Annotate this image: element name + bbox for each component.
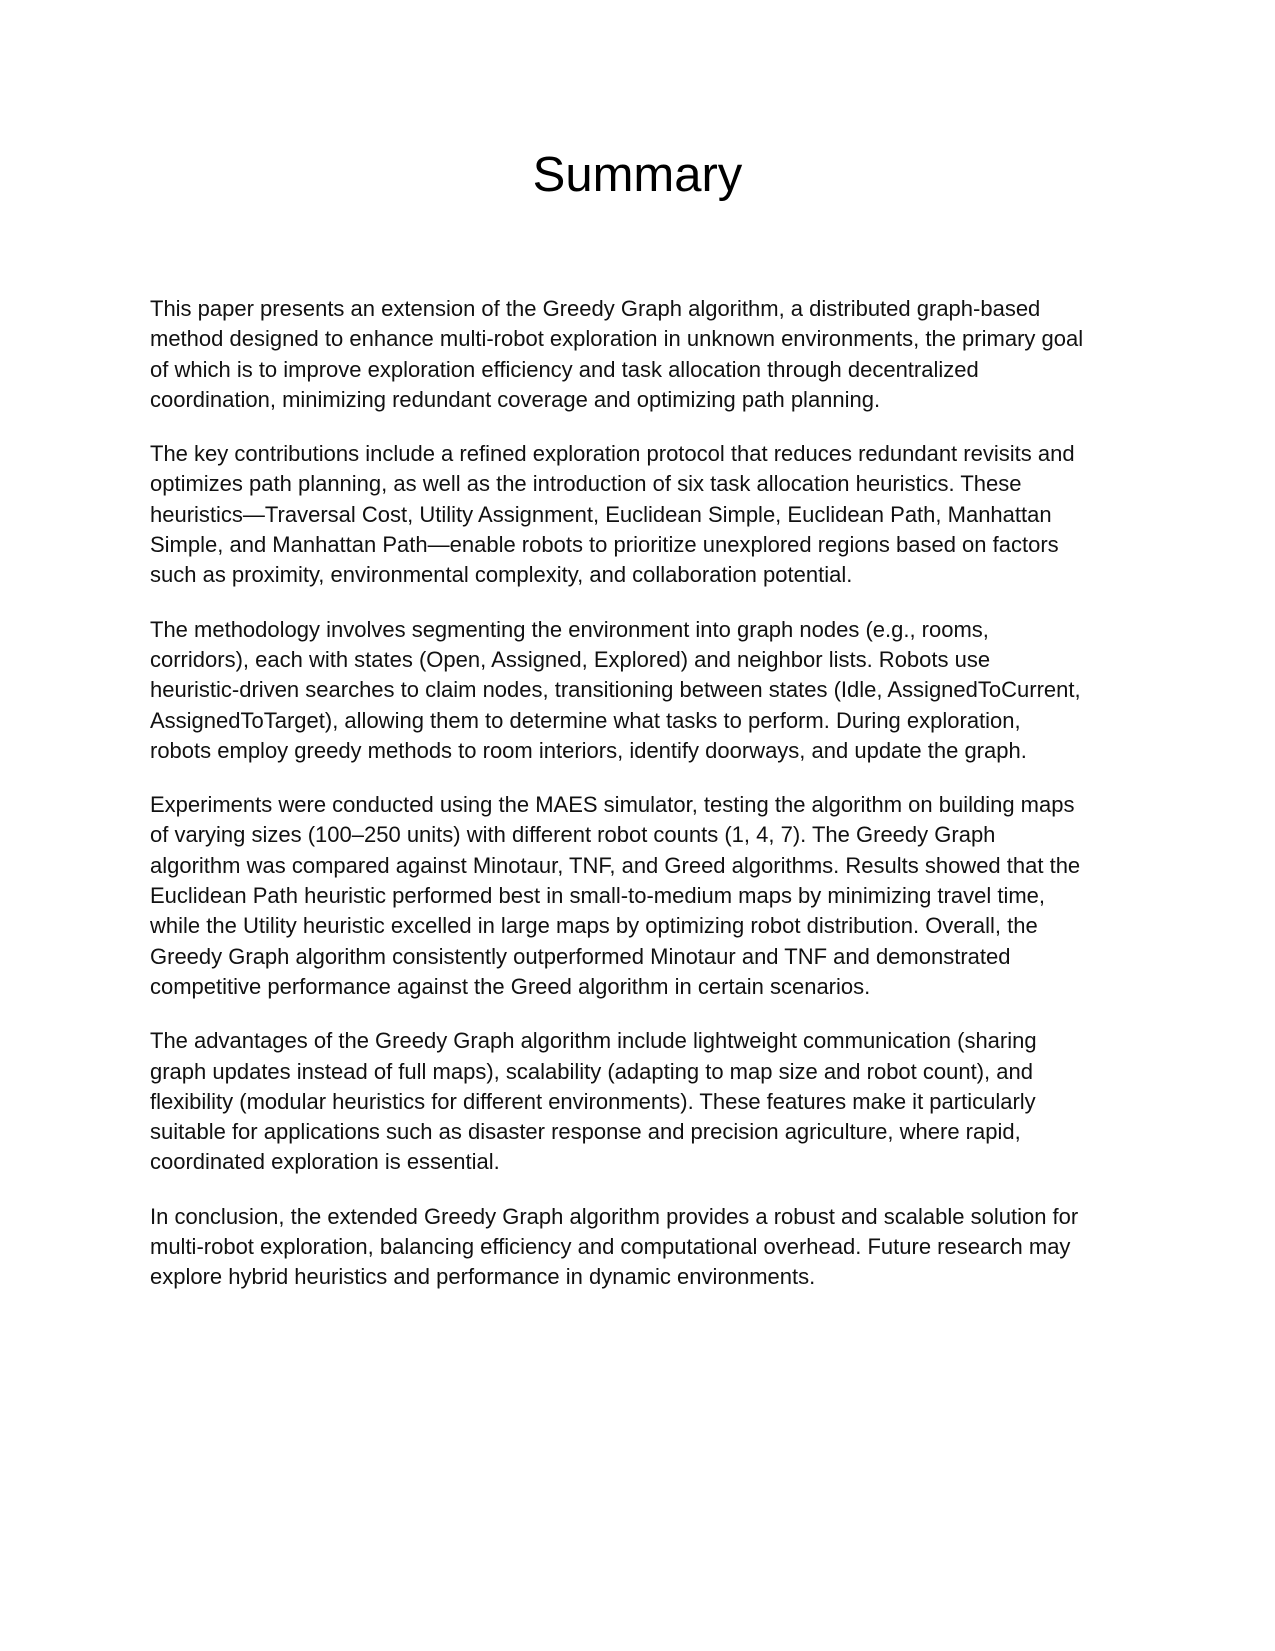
paragraph-contributions <box>150 439 1130 590</box>
text-line: The advantages of the Greedy Graph algorithm include lightweight communication (sharing <box>150 1028 1037 1054</box>
text-line: explore hybrid heuristics and performance in dynamic environments. <box>150 1264 816 1290</box>
text-line: heuristics—Traversal Cost, Utility Assignment, Euclidean Simple, Euclidean Path, Manhattan <box>150 501 1052 527</box>
summary-body <box>150 294 1130 1317</box>
text-line: This paper presents an extension of the Greedy Graph algorithm, a distributed graph-based <box>150 296 1041 321</box>
text-line: such as proximity, environmental complexity, and collaboration potential. <box>150 562 853 588</box>
text-line: suitable for applications such as disaster response and precision agriculture, where rapid, <box>150 1119 1021 1145</box>
text-line: multi-robot exploration, balancing efficiency and computational overhead. Future research may <box>150 1234 1071 1260</box>
text-line: Simple, and Manhattan Path—enable robots to prioritize unexplored regions based on factors <box>150 532 1059 558</box>
paragraph-experiments <box>150 790 1130 1002</box>
paragraph-intro <box>150 294 1130 415</box>
paragraph-methodology <box>150 615 1130 766</box>
text-line: In conclusion, the extended Greedy Graph algorithm provides a robust and scalable solution for <box>150 1203 1079 1229</box>
text-line: of which is to improve exploration efficiency and task allocation through decentralized <box>150 356 979 382</box>
text-line: flexibility (modular heuristics for different environments). These features make it particularly <box>150 1088 1036 1114</box>
text-line: competitive performance against the Greed algorithm in certain scenarios. <box>150 973 871 999</box>
text-line: of varying sizes (100–250 units) with different robot counts (1, 4, 7). The Greedy Graph <box>150 822 996 848</box>
page-title: Summary <box>532 148 743 202</box>
text-line: Euclidean Path heuristic performed best in small-to-medium maps by minimizing travel time, <box>150 883 1046 909</box>
text-line: coordinated exploration is essential. <box>150 1149 500 1175</box>
text-line: Experiments were conducted using the MAES simulator, testing the algorithm on building maps <box>150 792 1075 818</box>
text-line: corridors), each with states (Open, Assigned, Explored) and neighbor lists. Robots use <box>150 646 991 672</box>
text-line: AssignedToTarget), allowing them to determine what tasks to perform. During exploration, <box>150 707 1021 733</box>
text-line: heuristic-driven searches to claim nodes, transitioning between states (Idle, AssignedToCurrent, <box>150 677 1081 703</box>
text-line: algorithm was compared against Minotaur, TNF, and Greed algorithms. Results showed that the <box>150 852 1081 878</box>
text-line: robots employ greedy methods to room interiors, identify doorways, and update the graph. <box>150 737 1027 763</box>
text-line: optimizes path planning, as well as the introduction of six task allocation heuristics. These <box>150 471 1022 497</box>
text-line: Greedy Graph algorithm consistently outperformed Minotaur and TNF and demonstrated <box>150 943 1011 969</box>
text-line: while the Utility heuristic excelled in large maps by optimizing robot distribution. Overall, the <box>150 913 1038 939</box>
text-line: The methodology involves segmenting the environment into graph nodes (e.g., rooms, <box>150 616 989 642</box>
text-line: graph updates instead of full maps), scalability (adapting to map size and robot count), and <box>150 1058 1033 1084</box>
text-line: The key contributions include a refined exploration protocol that reduces redundant revisits and <box>150 441 1075 467</box>
paragraph-conclusion <box>150 1202 1130 1293</box>
text-line: coordination, minimizing redundant coverage and optimizing path planning. <box>150 386 881 412</box>
text-line: method designed to enhance multi-robot exploration in unknown environments, the primary goal <box>150 326 1084 352</box>
paragraph-advantages <box>150 1026 1130 1177</box>
